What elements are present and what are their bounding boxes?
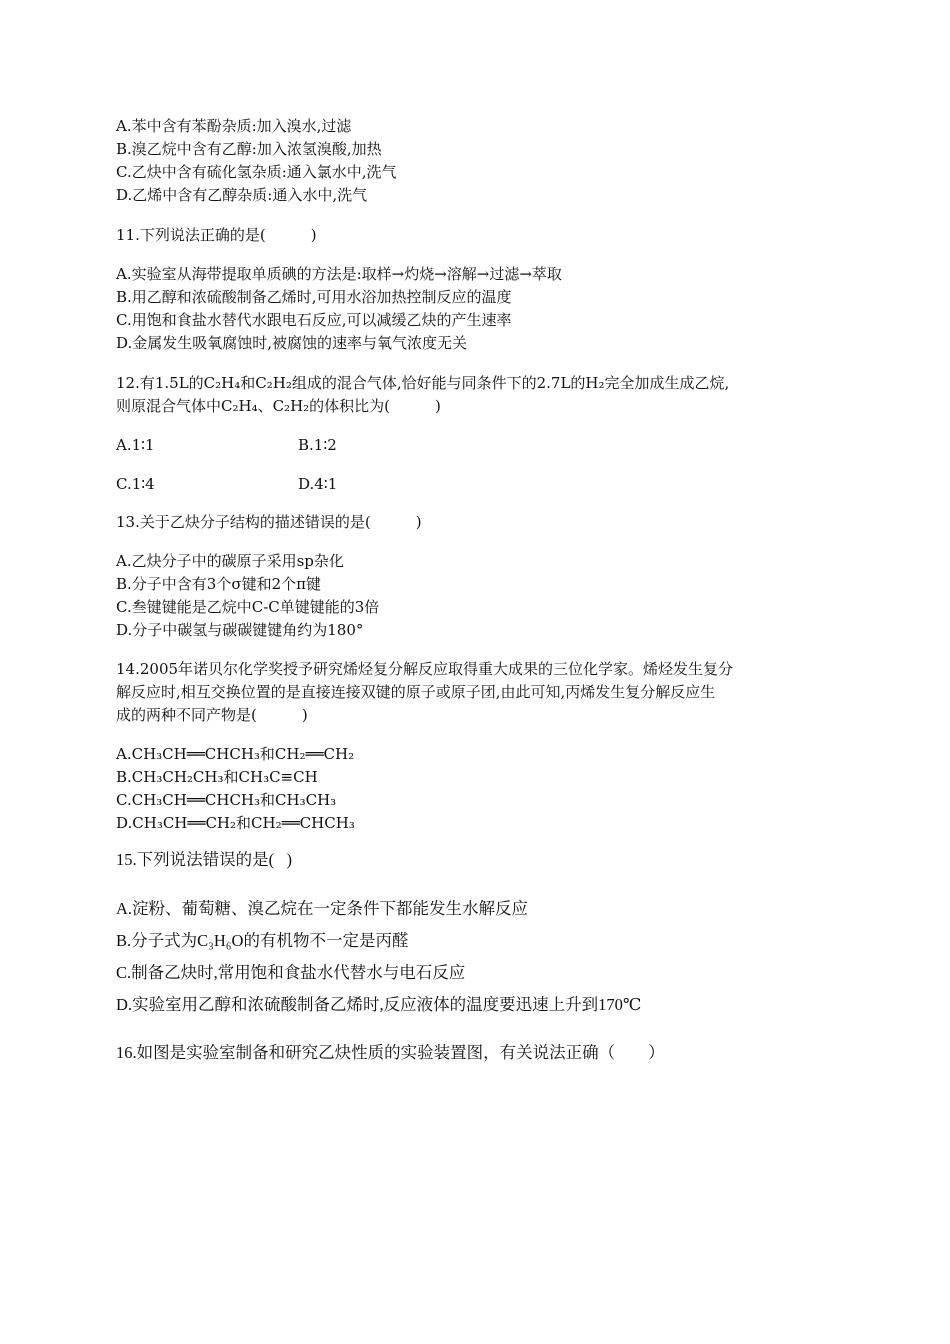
q12-stem-line1: 12.有1.5L的C₂H₄和C₂H₂组成的混合气体,恰好能与同条件下的2.7L的H₂完全加成生成乙烷, <box>116 374 730 392</box>
q16-stem: 16.如图是实验室制备和研究乙炔性质的实验装置图，有关说法正确（ ） <box>116 1043 665 1062</box>
q11-option-c: C.用饱和食盐水替代水跟电石反应,可以减缓乙炔的产生速率 <box>116 311 512 329</box>
q14-stem-line1: 14.2005年诺贝尔化学奖授予研究烯烃复分解反应取得重大成果的三位化学家。烯烃发生复分 <box>116 660 734 678</box>
q10-option-b: B.溴乙烷中含有乙醇:加入浓氢溴酸,加热 <box>116 140 382 158</box>
q12-option-a: A.1∶1 <box>116 436 155 454</box>
q13-option-d: D.分子中碳氢与碳碳键键角约为180° <box>116 621 364 639</box>
q11-option-b: B.用乙醇和浓硫酸制备乙烯时,可用水浴加热控制反应的温度 <box>116 288 512 306</box>
q14-option-b: B.CH₃CH₂CH₃和CH₃C≡CH <box>116 768 318 786</box>
q12-option-c: C.1∶4 <box>116 475 155 493</box>
q14-option-c: C.CH₃CH══CHCH₃和CH₃CH₃ <box>116 791 337 809</box>
q11-option-a: A.实验室从海带提取单质碘的方法是:取样→灼烧→溶解→过滤→萃取 <box>116 265 562 283</box>
q12-option-b: B.1∶2 <box>298 436 337 454</box>
q15-option-d: D.实验室用乙醇和浓硫酸制备乙烯时,反应液体的温度要迅速上升到170℃ <box>116 995 642 1014</box>
q14-option-d: D.CH₃CH══CH₂和CH₂══CHCH₃ <box>116 814 355 832</box>
q13-stem: 13.关于乙炔分子结构的描述错误的是( ) <box>116 513 422 531</box>
q10-option-a: A.苯中含有苯酚杂质:加入溴水,过滤 <box>116 117 352 135</box>
q15-option-b: B.分子式为C₃H₆O的有机物不一定是丙醛 <box>116 931 409 950</box>
q11-option-d: D.金属发生吸氧腐蚀时,被腐蚀的速率与氧气浓度无关 <box>116 334 468 352</box>
q10-option-c: C.乙炔中含有硫化氢杂质:通入氯水中,洗气 <box>116 163 397 181</box>
q13-option-c: C.叁键键能是乙烷中C-C单键键能的3倍 <box>116 598 380 616</box>
q15-option-c: C.制备乙炔时,常用饱和食盐水代替水与电石反应 <box>116 963 466 982</box>
q10-option-d: D.乙烯中含有乙醇杂质:通入水中,洗气 <box>116 186 368 204</box>
q15-stem: 15.下列说法错误的是( ) <box>116 850 292 869</box>
q14-stem-line2: 解反应时,相互交换位置的是直接连接双键的原子或原子团,由此可知,丙烯发生复分解反应生 <box>116 683 716 701</box>
q14-stem-line3: 成的两种不同产物是( ) <box>116 706 308 724</box>
q12-option-d: D.4∶1 <box>298 475 338 493</box>
q13-option-b: B.分子中含有3个σ键和2个π键 <box>116 575 321 593</box>
q11-stem: 11.下列说法正确的是( ) <box>116 226 317 244</box>
q14-option-a: A.CH₃CH══CHCH₃和CH₂══CH₂ <box>116 745 355 763</box>
q12-stem-line2: 则原混合气体中C₂H₄、C₂H₂的体积比为( ) <box>116 397 441 415</box>
q13-option-a: A.乙炔分子中的碳原子采用sp杂化 <box>116 552 344 570</box>
q15-option-a: A.淀粉、葡萄糖、溴乙烷在一定条件下都能发生水解反应 <box>116 899 529 918</box>
